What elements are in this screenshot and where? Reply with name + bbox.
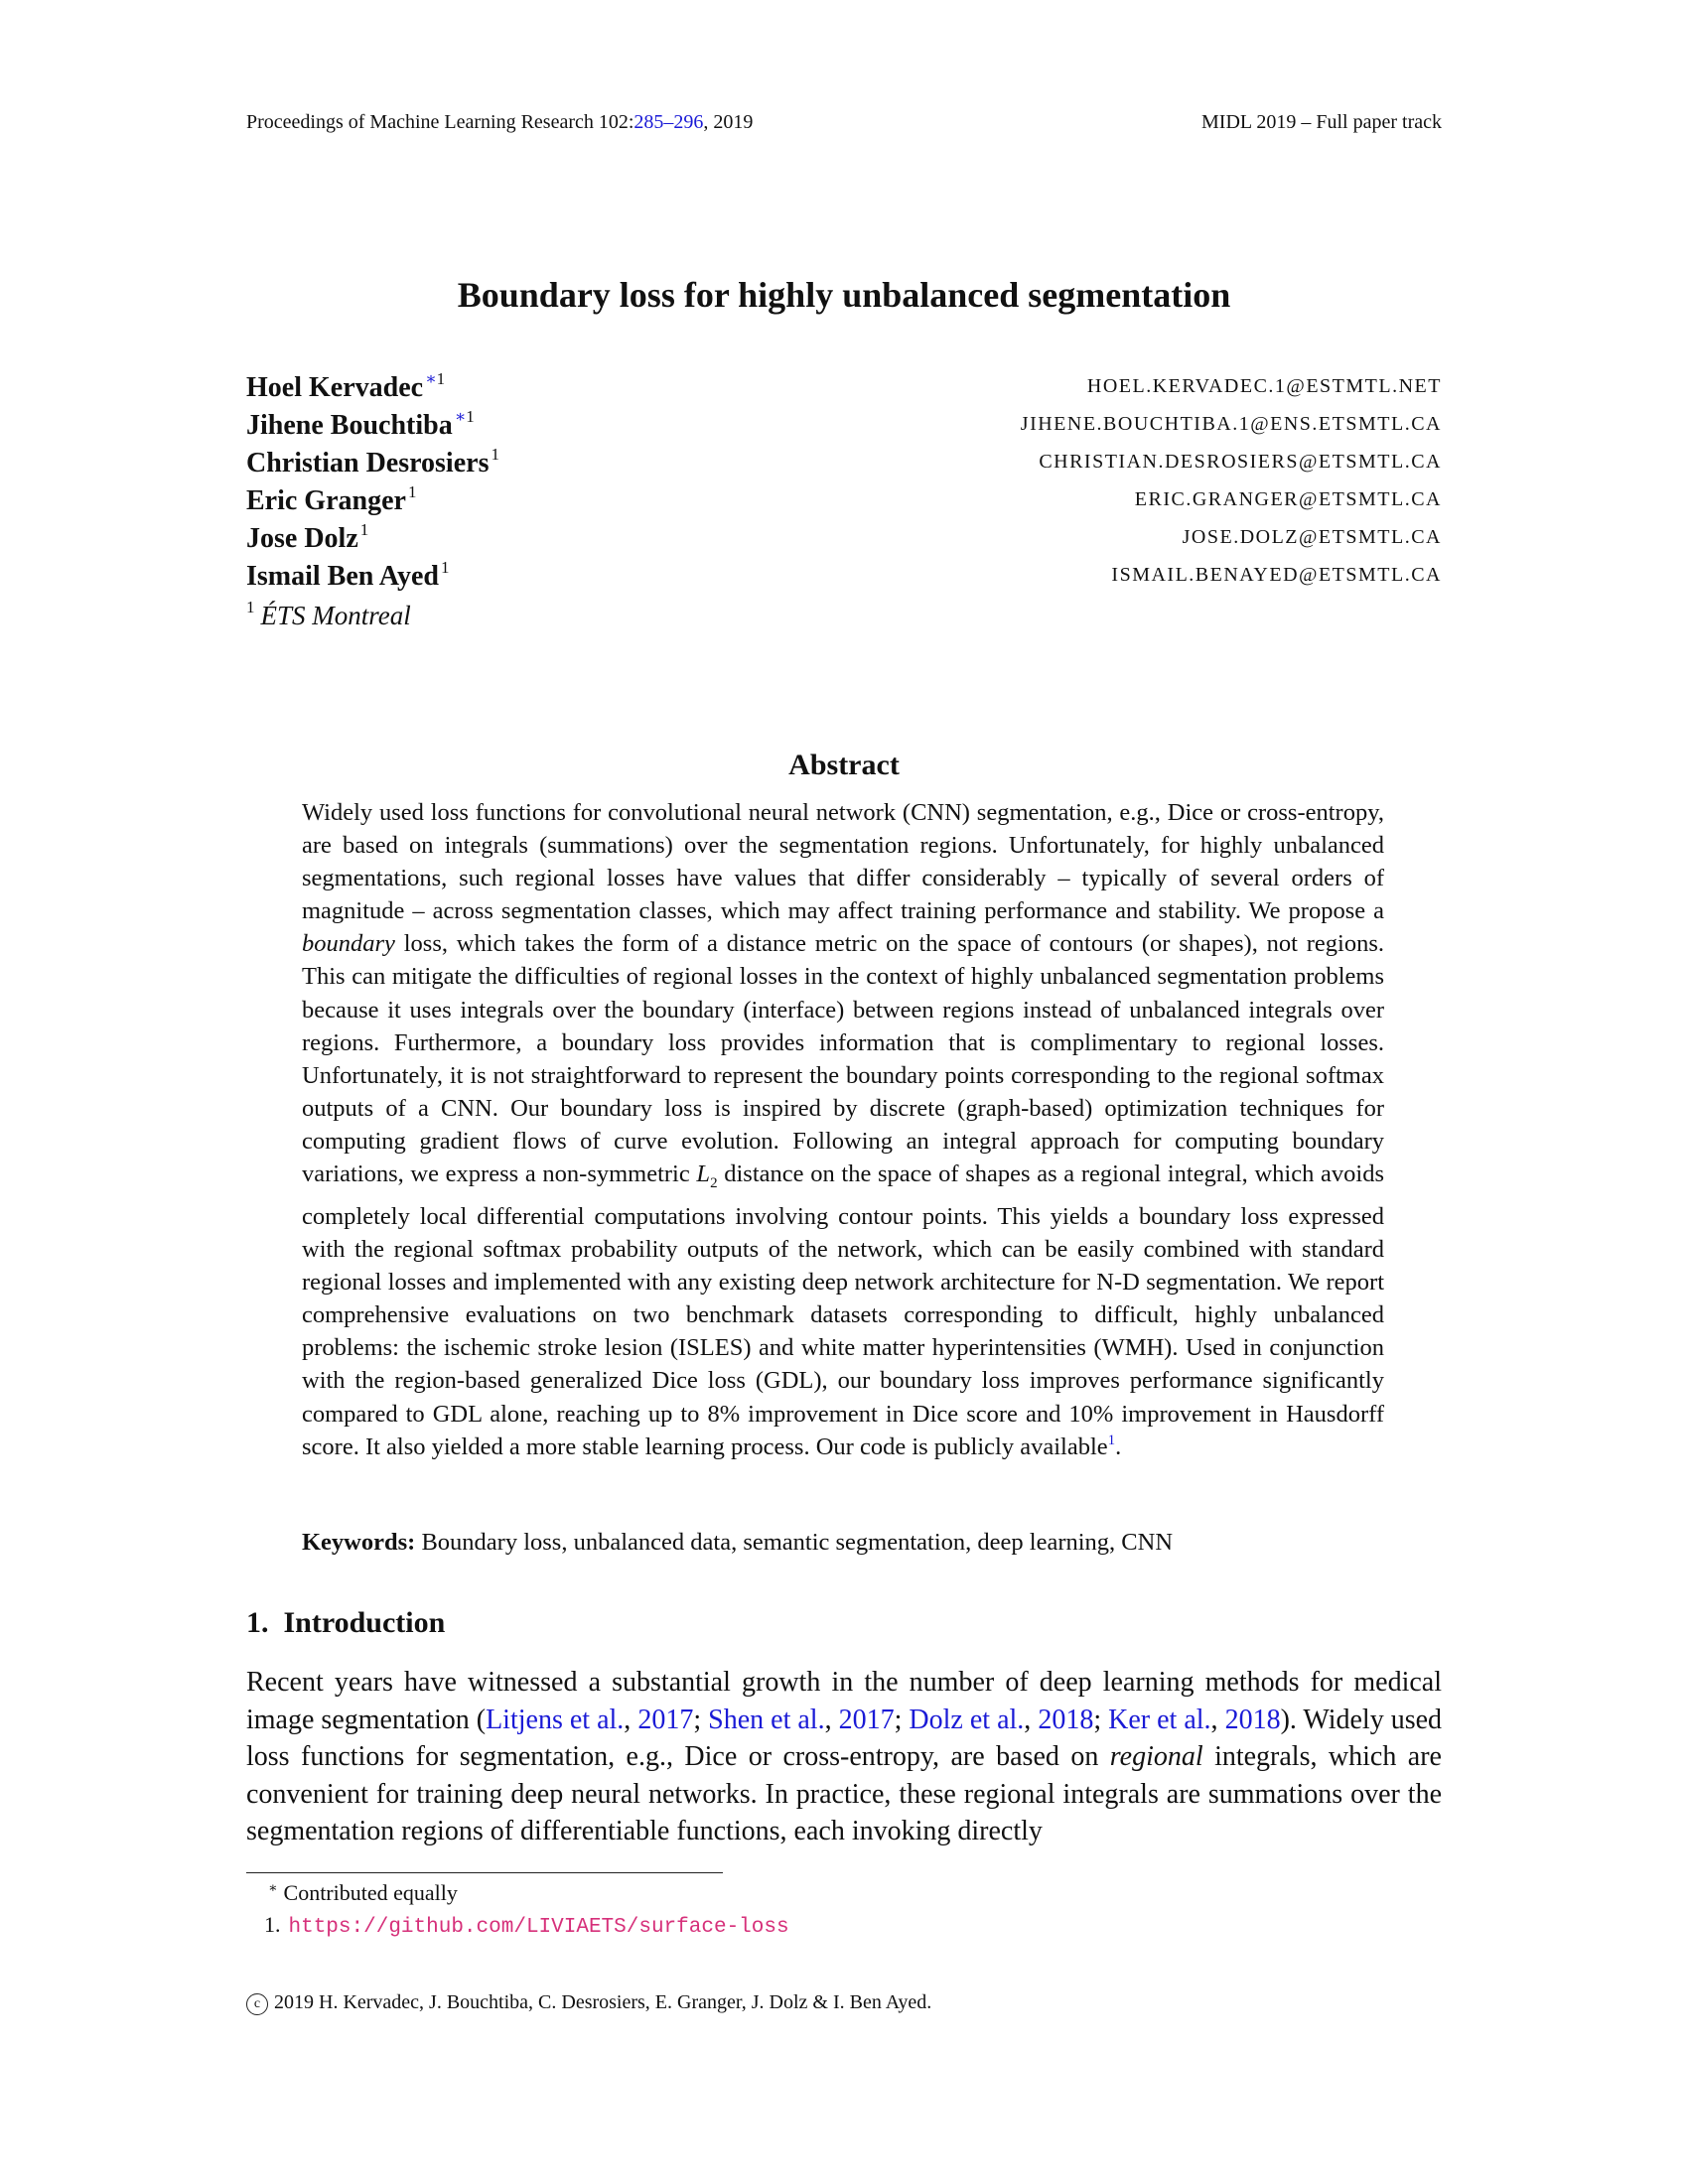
author-row: Christian Desrosiers $^1$ CHRISTIAN.DESROSIERS@ETSMTL.CA [246, 445, 1442, 478]
citation-link[interactable]: Litjens et al. [486, 1704, 625, 1735]
page-start-link[interactable]: 285 [633, 111, 664, 133]
equal-contribution-marker[interactable]: ∗ [454, 407, 467, 426]
author-name: Jose Dolz [246, 523, 358, 554]
affiliation: $^1$ ÉTS Montreal [246, 598, 411, 630]
author-row: Ismail Ben Ayed $^1$ ISMAIL.BENAYED@ETSMTL.CA [246, 558, 1442, 592]
author-email: JIHENE.BOUCHTIBA.1@ENS.ETSMTL.CA [1020, 413, 1442, 435]
copyright-notice: c 2019 H. Kervadec, J. Bouchtiba, C. Desrosiers, E. Granger, J. Dolz & I. Ben Ayed. [246, 1991, 931, 2015]
footnote-equal-contribution: ∗ Contributed equally [268, 1880, 458, 1905]
citation-link[interactable]: Ker et al. [1108, 1704, 1211, 1735]
author-row: Hoel Kervadec $^{∗1}$ HOEL.KERVADEC.1@ESTMTL.NET [246, 369, 1442, 403]
citation-link[interactable]: Shen et al. [708, 1704, 825, 1735]
abstract-text: Widely used loss functions for convolutional neural network (CNN) segmentation, e.g., Dice or cross-entropy, are based on integrals (summations) over the segmentation regions. Unfortunately, for highly unbalanced segmentations, such regional losses have values that differ considerably – typically of several orders of magnitude – across segmentation classes, which may affect training performance and stability. We propose a boundary loss, which takes the form of a distance metric on the space of contours (or shapes), not regions. This can mitigate the difficulties of regional losses in the context of highly unbalanced segmentation problems because it uses integrals over the boundary (interface) between regions instead of unbalanced integrals over regions. Furthermore, a boundary loss provides information that is complimentary to regional losses. Unfortunately, it is not straightforward to represent the boundary points corresponding to the regional softmax outputs of a CNN. Our boundary loss is inspired by discrete (graph-based) optimization techniques for computing gradient flows of curve evolution. Following an integral approach for computing boundary variations, we express a non-symmetric $L_2$ distance on the space of shapes as a regional integral, which avoids completely local differential computations involving contour points. This yields a boundary loss expressed with the regional softmax probability outputs of the network, which can be easily combined with standard regional losses and implemented with any existing deep network architecture for N-D segmentation. We report comprehensive evaluations on two benchmark datasets corresponding to difficult, highly unbalanced problems: the ischemic stroke lesion (ISLES) and white matter hyperintensities (WMH). Used in conjunction with the region-based generalized Dice loss (GDL), our boundary loss improves performance significantly compared to GDL alone, reaching up to 8% improvement in Dice score and 10% improvement in Hausdorff score. It also yielded a more stable learning process. Our code is publicly available$^1$. [302, 799, 1384, 1460]
author-name: Hoel Kervadec [246, 372, 424, 403]
equal-contribution-marker[interactable]: ∗ [425, 369, 437, 388]
author-row: Jose Dolz $^1$ JOSE.DOLZ@ETSMTL.CA [246, 520, 1442, 554]
author-name: Jihene Bouchtiba [246, 410, 453, 441]
github-url-link[interactable]: https://github.com/LIVIAETS/surface-loss [288, 1916, 789, 1939]
author-name: Christian Desrosiers [246, 448, 490, 478]
page-end-link[interactable]: 296 [673, 111, 704, 133]
author-email: JOSE.DOLZ@ETSMTL.CA [1182, 526, 1442, 548]
citation-year-link[interactable]: 2017 [637, 1704, 694, 1735]
introduction-paragraph: Recent years have witnessed a substantial growth in the number of deep learning methods for medical image segmentation (Litjens et al., 2017; Shen et al., 2017; Dolz et al., 2018; Ker et al., 2018). Widely used loss functions for segmentation, e.g., Dice or cross-entropy, are based on regional integrals, which are convenient for training deep neural networks. In practice, these regional integrals are summations over the segmentation regions of differentiable functions, each invoking directly [246, 1667, 1443, 1846]
citation-link[interactable]: Dolz et al. [909, 1704, 1025, 1735]
section-heading-introduction: 1. Introduction [246, 1606, 446, 1639]
footnote-divider [246, 1872, 723, 1873]
footnote-code-url: 1. https://github.com/LIVIAETS/surface-loss [264, 1912, 789, 1939]
track-label: MIDL 2019 – Full paper track [1201, 111, 1442, 133]
author-email: CHRISTIAN.DESROSIERS@ETSMTL.CA [1039, 451, 1442, 473]
proceedings-info: Proceedings of Machine Learning Research 102:285–296, 2019 [246, 111, 754, 133]
author-name: Eric Granger [246, 485, 406, 516]
author-email: HOEL.KERVADEC.1@ESTMTL.NET [1086, 375, 1442, 397]
author-row: Jihene Bouchtiba $^{∗1}$ JIHENE.BOUCHTIBA.1@ENS.ETSMTL.CA [246, 407, 1442, 441]
copyright-icon: c [246, 1993, 268, 2015]
paper-title: Boundary loss for highly unbalanced segmentation [457, 275, 1231, 315]
citation-year-link[interactable]: 2018 [1224, 1704, 1281, 1735]
author-list [246, 369, 1442, 596]
abstract-heading: Abstract [788, 749, 900, 781]
citation-year-link[interactable]: 2017 [838, 1704, 895, 1735]
footnote-ref-1[interactable]: 1 [1107, 1432, 1116, 1448]
keywords: Keywords: Boundary loss, unbalanced data, semantic segmentation, deep learning, CNN [302, 1529, 1174, 1556]
citation-year-link[interactable]: 2018 [1038, 1704, 1094, 1735]
running-header [246, 111, 1442, 141]
author-email: ISMAIL.BENAYED@ETSMTL.CA [1111, 564, 1442, 586]
author-row: Eric Granger $^1$ ERIC.GRANGER@ETSMTL.CA [246, 482, 1442, 516]
author-email: ERIC.GRANGER@ETSMTL.CA [1134, 488, 1442, 510]
author-name: Ismail Ben Ayed [246, 561, 439, 592]
